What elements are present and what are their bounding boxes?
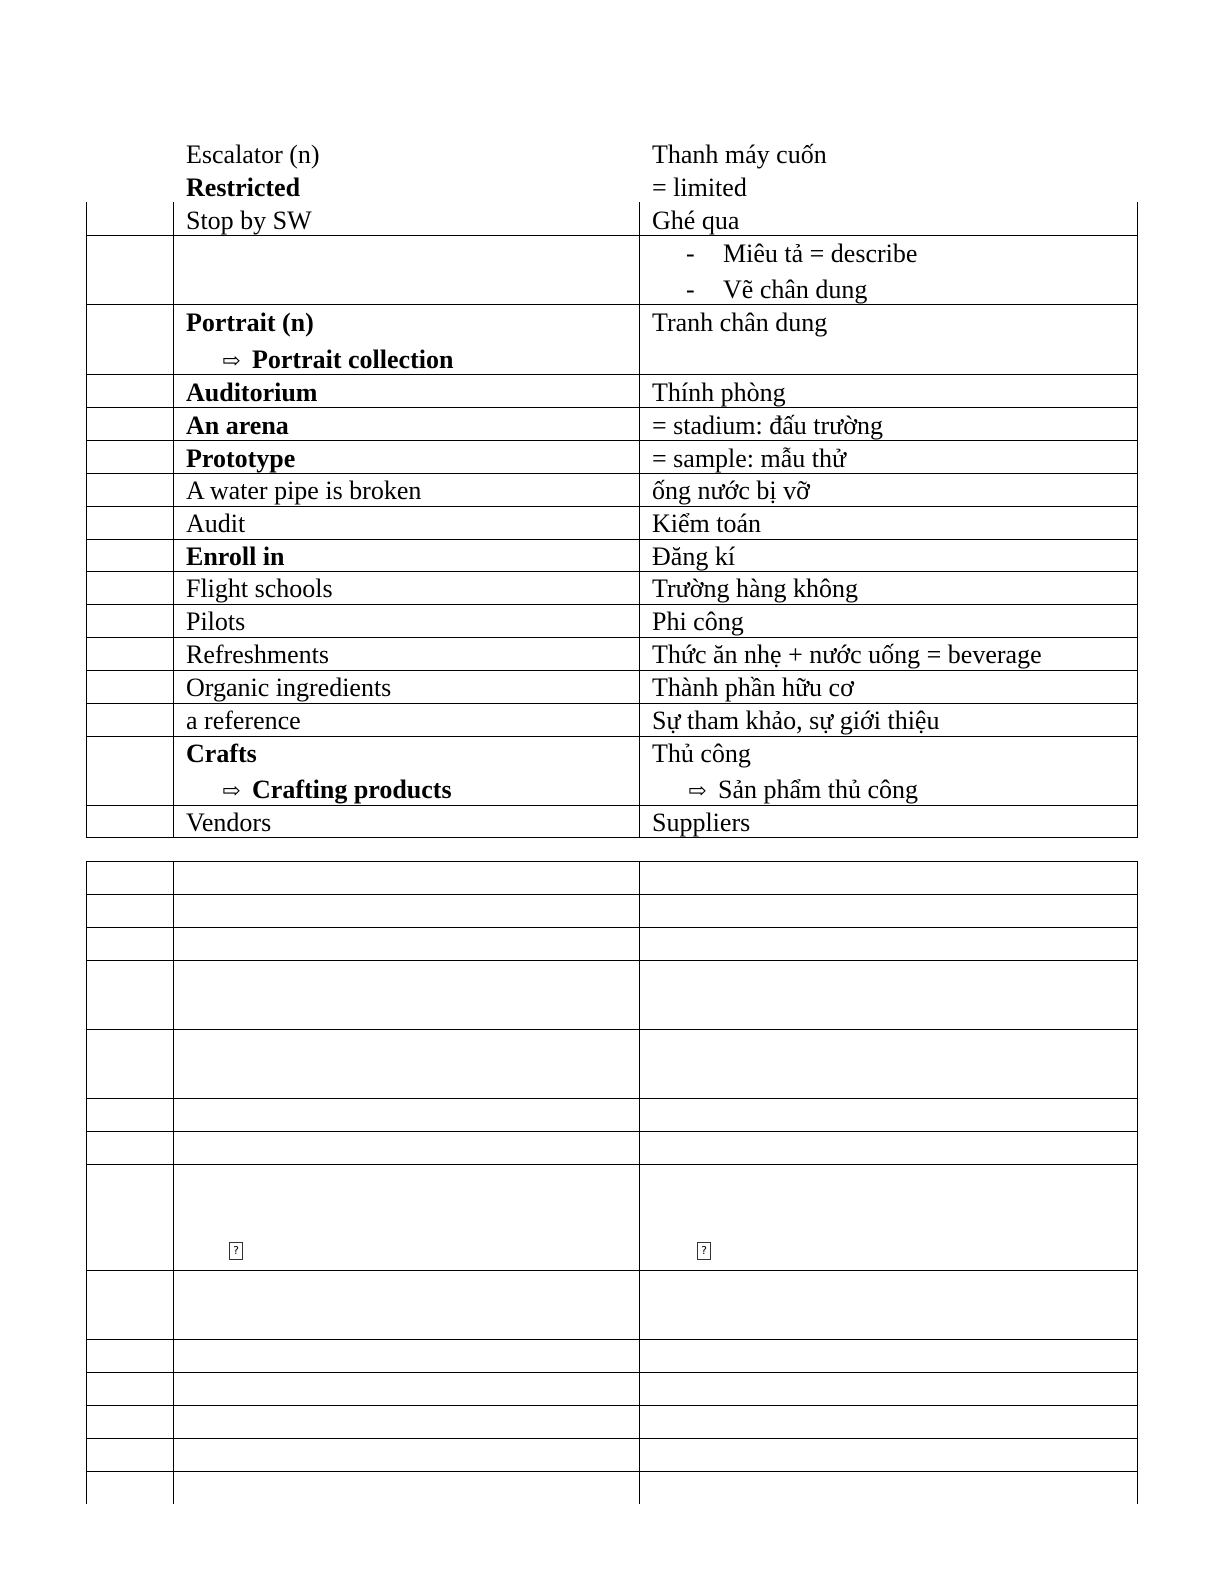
- table-column-divider: [639, 861, 640, 1504]
- arrow-right-icon: ⇨: [688, 778, 707, 803]
- table-row-divider: [86, 960, 1138, 961]
- table-column-divider: [173, 202, 174, 838]
- term-subitem: [222, 343, 453, 377]
- table-border-left: [86, 861, 87, 1504]
- meaning-bullet: Vẽ chân dung: [723, 275, 868, 304]
- meaning-text: Ghé qua: [652, 206, 740, 235]
- term-subitem: [222, 773, 452, 807]
- table-row-divider: [86, 1438, 1138, 1439]
- term-text: Audit: [186, 509, 246, 538]
- meaning-text: Thành phần hữu cơ: [652, 673, 854, 702]
- meaning-text: Thức ăn nhẹ + nước uống = beverage: [652, 640, 1042, 669]
- term-text: Portrait (n): [186, 308, 314, 337]
- term-subitem-text: Crafting products: [252, 775, 452, 804]
- term-text: Flight schools: [186, 574, 333, 603]
- term-subitem-text: Portrait collection: [252, 345, 454, 374]
- table-column-divider: [639, 202, 640, 838]
- meaning-text: Thanh máy cuốn: [652, 140, 827, 169]
- meaning-text: Thủ công: [652, 739, 751, 768]
- meaning-text: Suppliers: [652, 808, 751, 837]
- table-row-divider: [86, 1164, 1138, 1165]
- meaning-text: = limited: [652, 173, 747, 202]
- table-border-right: [1137, 861, 1138, 1504]
- meaning-text: ống nước bị vỡ: [652, 476, 810, 505]
- term-text: Enroll in: [186, 542, 285, 571]
- table-row-divider: [86, 1131, 1138, 1132]
- term-text: Crafts: [186, 739, 257, 768]
- meaning-text: = sample: mẫu thử: [652, 444, 847, 473]
- table-row-divider: [86, 894, 1138, 895]
- meaning-text: Sự tham khảo, sự giới thiệu: [652, 706, 940, 735]
- table-row-divider: [86, 1471, 1138, 1472]
- table-row-divider: [86, 1029, 1138, 1030]
- missing-glyph-icon: ?: [697, 1242, 711, 1260]
- table-row-divider: [86, 1270, 1138, 1271]
- meaning-text: Phi công: [652, 607, 744, 636]
- missing-glyph-icon: ?: [229, 1242, 243, 1260]
- table-border-left: [86, 202, 87, 838]
- term-text: An arena: [186, 411, 289, 440]
- meaning-subitem: [688, 773, 918, 807]
- bullet-dash: -: [686, 239, 695, 268]
- meaning-subitem-text: Sản phẩm thủ công: [718, 775, 919, 804]
- term-text: Stop by SW: [186, 206, 312, 235]
- table-row-divider: [86, 1405, 1138, 1406]
- meaning-text: Tranh chân dung: [652, 308, 828, 337]
- table-row-divider: [86, 927, 1138, 928]
- term-text: Auditorium: [186, 378, 318, 407]
- term-text: Restricted: [186, 173, 301, 202]
- arrow-right-icon: ⇨: [222, 348, 241, 373]
- arrow-right-icon: ⇨: [222, 778, 241, 803]
- table-row-divider: [86, 1339, 1138, 1340]
- meaning-bullet: Miêu tả = describe: [723, 239, 918, 268]
- term-text: A water pipe is broken: [186, 476, 422, 505]
- table-row-divider: [86, 1098, 1138, 1099]
- term-text: Refreshments: [186, 640, 329, 669]
- bullet-dash: -: [686, 275, 695, 304]
- table-row-divider: [86, 1372, 1138, 1373]
- table-column-divider: [173, 861, 174, 1504]
- term-text: Escalator (n): [186, 140, 320, 169]
- meaning-text: Trường hàng không: [652, 574, 859, 603]
- table-border-right: [1137, 202, 1138, 838]
- meaning-text: Kiểm toán: [652, 509, 762, 538]
- table-border-top: [86, 861, 1138, 862]
- term-text: Vendors: [186, 808, 272, 837]
- meaning-text: Đăng kí: [652, 542, 736, 571]
- term-text: a reference: [186, 706, 301, 735]
- meaning-text: = stadium: đấu trường: [652, 411, 883, 440]
- term-text: Prototype: [186, 444, 296, 473]
- term-text: Pilots: [186, 607, 246, 636]
- term-text: Organic ingredients: [186, 673, 392, 702]
- meaning-text: Thính phòng: [652, 378, 786, 407]
